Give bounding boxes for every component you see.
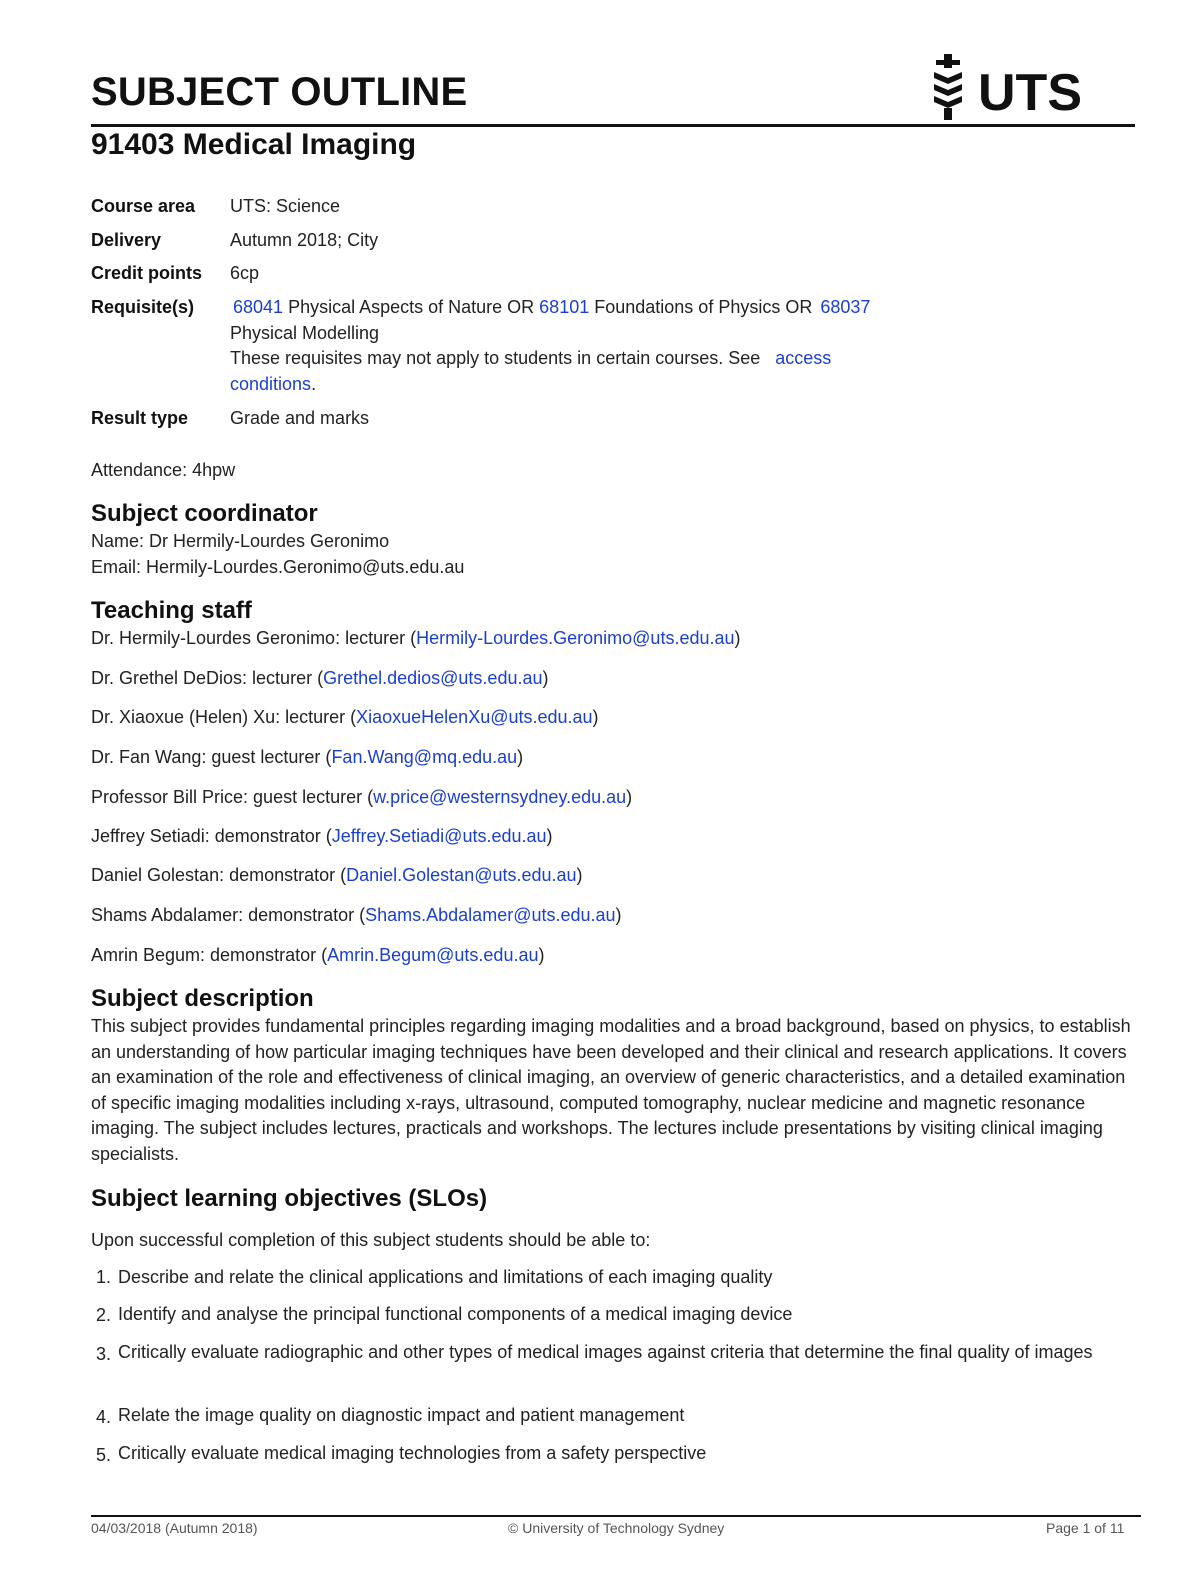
requisite-link-68101[interactable]: 68101: [539, 297, 590, 317]
requisites-line-1: [230, 297, 870, 318]
uts-crest-icon: [928, 52, 1098, 122]
staff-role: Dr. Hermily-Lourdes Geronimo: lecturer (: [91, 628, 417, 648]
document-title: SUBJECT OUTLINE: [91, 70, 468, 114]
requisites-note-period: .: [311, 374, 317, 394]
staff-suffix: ): [538, 945, 545, 965]
staff-role: Amrin Begum: demonstrator (: [91, 945, 328, 965]
staff-email-link[interactable]: XiaoxueHelenXu@uts.edu.au: [356, 707, 593, 727]
logo-text: UTS: [978, 64, 1082, 122]
staff-suffix: ): [592, 707, 599, 727]
staff-email-link[interactable]: Grethel.dedios@uts.edu.au: [323, 668, 543, 688]
objective-text: Critically evaluate radiographic and other types of medical images against criteria that determine the final quality of images: [118, 1342, 1093, 1362]
footer-date: 04/03/2018 (Autumn 2018): [91, 1520, 258, 1536]
staff-role: Daniel Golestan: demonstrator (: [91, 865, 347, 885]
staff-member: [91, 787, 632, 808]
objective-number: 1.: [96, 1267, 112, 1287]
requisite-link-68037[interactable]: 68037: [820, 297, 871, 317]
requisites-label: Requisite(s): [91, 297, 195, 317]
staff-email-link[interactable]: Jeffrey.Setiadi@uts.edu.au: [331, 826, 547, 846]
objectives-heading: Subject learning objectives (SLOs): [91, 1185, 488, 1212]
uts-logo: [928, 52, 1098, 122]
objective-text: Relate the image quality on diagnostic impact and patient management: [118, 1405, 685, 1425]
objective-number: 5.: [96, 1445, 112, 1465]
subject-title: 91403 Medical Imaging: [91, 128, 417, 161]
staff-email-link[interactable]: Fan.Wang@mq.edu.au: [331, 747, 518, 767]
staff-email-link[interactable]: Daniel.Golestan@uts.edu.au: [346, 865, 577, 885]
staff-suffix: ): [626, 787, 633, 807]
staff-role: Professor Bill Price: guest lecturer (: [91, 787, 374, 807]
staff-member: [91, 707, 599, 728]
requisites-note: [230, 348, 831, 369]
result-type-value: Grade and marks: [230, 408, 370, 428]
requisites-line-2: Physical Modelling: [230, 323, 380, 343]
staff-suffix: ): [734, 628, 741, 648]
objective-text: Identify and analyse the principal functional components of a medical imaging device: [118, 1304, 793, 1324]
staff-role: Dr. Fan Wang: guest lecturer (: [91, 747, 332, 767]
staff-member: [91, 826, 553, 847]
staff-member: [91, 945, 544, 966]
coordinator-heading: Subject coordinator: [91, 500, 318, 527]
objective-number: 4.: [96, 1407, 112, 1427]
staff-suffix: ): [615, 905, 622, 925]
staff-role: Shams Abdalamer: demonstrator (: [91, 905, 366, 925]
credit-points-value: 6cp: [230, 263, 260, 283]
staff-member: [91, 865, 583, 886]
staff-email-link[interactable]: Amrin.Begum@uts.edu.au: [327, 945, 539, 965]
staff-member: [91, 747, 523, 768]
requisites-note-text: These requisites may not apply to students in certain courses. See: [230, 348, 766, 368]
staff-suffix: ): [517, 747, 524, 767]
requisites-note-line-2: [230, 374, 316, 395]
staff-role: Dr. Grethel DeDios: lecturer (: [91, 668, 324, 688]
teaching-staff-heading: Teaching staff: [91, 597, 252, 624]
staff-email-link[interactable]: Shams.Abdalamer@uts.edu.au: [365, 905, 616, 925]
access-conditions-link[interactable]: access: [775, 348, 832, 368]
staff-role: Dr. Xiaoxue (Helen) Xu: lecturer (: [91, 707, 357, 727]
objectives-intro: Upon successful completion of this subject students should be able to:: [91, 1230, 651, 1250]
footer-rule: [91, 1515, 1141, 1517]
coordinator-name: Name: Dr Hermily-Lourdes Geronimo: [91, 531, 390, 551]
access-conditions-link-cont[interactable]: conditions: [230, 374, 312, 394]
description-text: This subject provides fundamental principles regarding imaging modalities and a broad background, based on physics, to establish an understanding of how particular imaging techniques have been developed and their clinical and research applications. It covers an examination of the role and effectiveness of clinical imaging, an overview of generic characteristics, and a detailed examination of specific imaging modalities including x-rays, ultrasound, computed tomography, nuclear medicine and magnetic resonance imaging. The subject includes lectures, practicals and workshops. The lectures include presentations by visiting clinical imaging specialists.: [91, 1016, 1131, 1164]
footer-page-number: Page 1 of 11: [1046, 1520, 1125, 1536]
objective-number: 3.: [96, 1344, 112, 1364]
delivery-label: Delivery: [91, 230, 162, 250]
staff-role: Jeffrey Setiadi: demonstrator (: [91, 826, 332, 846]
staff-member: [91, 628, 741, 649]
objective-number: 2.: [96, 1305, 112, 1325]
staff-member: [91, 668, 549, 689]
course-area-label: Course area: [91, 196, 196, 216]
objective-text: Critically evaluate medical imaging technologies from a safety perspective: [118, 1443, 707, 1463]
description-heading: Subject description: [91, 985, 314, 1012]
requisite-text-1: Physical Aspects of Nature OR: [283, 297, 540, 317]
staff-suffix: ): [576, 865, 583, 885]
result-type-label: Result type: [91, 408, 189, 428]
delivery-value: Autumn 2018; City: [230, 230, 379, 250]
objective-text: Describe and relate the clinical applications and limitations of each imaging quality: [118, 1267, 773, 1287]
footer-copyright: © University of Technology Sydney: [508, 1520, 725, 1536]
credit-points-label: Credit points: [91, 263, 202, 283]
requisite-text-2: Foundations of Physics OR: [589, 297, 818, 317]
header-rule: [91, 124, 1135, 127]
staff-email-link[interactable]: w.price@westernsydney.edu.au: [373, 787, 627, 807]
attendance: Attendance: 4hpw: [91, 460, 236, 480]
staff-member: [91, 905, 622, 926]
course-area-value: UTS: Science: [230, 196, 341, 216]
coordinator-email: Email: Hermily-Lourdes.Geronimo@uts.edu.au: [91, 557, 465, 577]
requisite-link-68041[interactable]: 68041: [233, 297, 284, 317]
staff-email-link[interactable]: Hermily-Lourdes.Geronimo@uts.edu.au: [416, 628, 735, 648]
staff-suffix: ): [546, 826, 553, 846]
staff-suffix: ): [542, 668, 549, 688]
